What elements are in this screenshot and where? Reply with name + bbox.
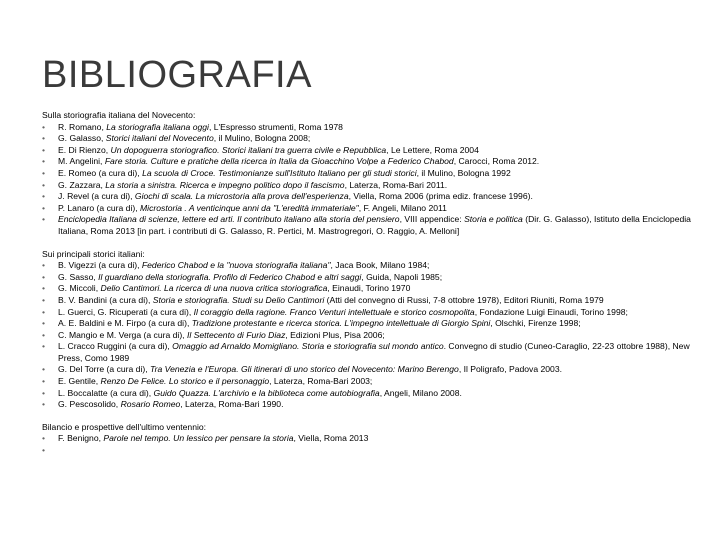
bullet-icon: • bbox=[42, 271, 46, 282]
reference-item bbox=[42, 180, 694, 192]
reference-text: (Atti del convegno di Russi, 7-8 ottobre 1978), Editori Riuniti, Roma 1979 bbox=[324, 294, 604, 305]
bullet-icon: • bbox=[42, 260, 46, 271]
reference-text: E. Di Rienzo, bbox=[58, 144, 111, 155]
reference-item bbox=[42, 145, 694, 157]
reference-title: Parole nel tempo. Un lessico per pensare la storia bbox=[103, 433, 294, 444]
bullet-icon: • bbox=[42, 133, 46, 144]
reference-title: Tradizione protestante e ricerca storica. L'impegno intellettuale di Giorgio Spini bbox=[191, 318, 491, 329]
reference-text: , Fondazione Luigi Einaudi, Torino 1998; bbox=[474, 306, 628, 317]
bibliography-body bbox=[42, 110, 694, 456]
reference-title: Enciclopedia Italiana di scienze, lettere ed arti. Il contributo italiano alla storia del pensiero bbox=[58, 214, 400, 225]
reference-text: C. Mangio e M. Verga (a cura di), bbox=[58, 329, 187, 340]
section-heading: Sulla storiografia italiana del Novecento: bbox=[42, 110, 196, 120]
bullet-icon: • bbox=[42, 144, 46, 155]
reference-text: E. Romeo (a cura di), bbox=[58, 167, 143, 178]
reference-list bbox=[42, 122, 694, 238]
reference-title: La storia a sinistra. Ricerca e impegno politico dopo il fascismo bbox=[105, 179, 345, 190]
reference-text: , Laterza, Roma-Bari 2003; bbox=[269, 376, 373, 387]
reference-text: , Le Lettere, Roma 2004 bbox=[386, 144, 479, 155]
reference-text: M. Angelini, bbox=[58, 156, 105, 167]
bullet-icon: • bbox=[42, 191, 46, 202]
bullet-icon: • bbox=[42, 306, 46, 317]
reference-text: B. V. Bandini (a cura di), bbox=[58, 294, 153, 305]
reference-item bbox=[42, 168, 694, 180]
reference-title: Storia e politica bbox=[464, 214, 523, 225]
reference-item bbox=[42, 156, 694, 168]
reference-text: J. Revel (a cura di), bbox=[58, 191, 135, 202]
page-title: BIBLIOGRAFIA bbox=[42, 54, 312, 96]
bullet-icon: • bbox=[42, 376, 46, 387]
reference-text: , Viella, Roma 2013 bbox=[293, 433, 369, 444]
reference-text: B. Vigezzi (a cura di), bbox=[58, 260, 142, 271]
reference-item bbox=[42, 388, 694, 400]
reference-text: G. Sasso, bbox=[58, 271, 99, 282]
reference-item bbox=[42, 214, 694, 237]
section-gap bbox=[42, 411, 694, 422]
reference-text: G. Pescosolido, bbox=[58, 399, 121, 410]
reference-text: P. Lanaro (a cura di), bbox=[58, 202, 141, 213]
reference-text: (Dir. G. Galasso), Istituto della Enciclopedia Italiana, Roma 2013 [in part. i contributi di G. Galasso, R. Pertici, M. Mastrogregori, O. Raggio, A. Melloni] bbox=[58, 214, 691, 236]
reference-text: , Edizioni Plus, Pisa 2006; bbox=[285, 329, 385, 340]
reference-text: , Einaudi, Torino 1970 bbox=[327, 283, 411, 294]
reference-title: Il coraggio della ragione. Franco Venturi intellettuale e storico cosmopolita bbox=[193, 306, 475, 317]
bullet-icon: • bbox=[42, 341, 46, 352]
section-heading: Bilancio e prospettive dell'ultimo ventennio: bbox=[42, 421, 207, 432]
bullet-icon: • bbox=[42, 179, 46, 190]
reference-item bbox=[42, 376, 694, 388]
reference-title: Microstoria . A venticinque anni da "L'eredità immateriale" bbox=[140, 202, 359, 213]
reference-title: Fare storia. Culture e pratiche della ricerca in Italia da Gioacchino Volpe a Federico Chabod bbox=[104, 156, 454, 167]
reference-text: , il Mulino, Bologna 2008; bbox=[213, 133, 311, 144]
reference-title: Rosario Romeo bbox=[120, 399, 181, 410]
bullet-icon: • bbox=[42, 387, 46, 398]
reference-title: Un dopoguerra storiografico. Storici italiani tra guerra civile e Repubblica bbox=[110, 144, 387, 155]
reference-item bbox=[42, 433, 694, 445]
reference-text: , Carocci, Roma 2012. bbox=[453, 156, 540, 167]
reference-text: G. Miccoli, bbox=[58, 283, 101, 294]
bullet-icon: • bbox=[42, 214, 46, 225]
bullet-icon: • bbox=[42, 121, 46, 132]
reference-item bbox=[42, 318, 694, 330]
reference-title: Omaggio ad Arnaldo Momigliano. Storia e storiografia sul mondo antico bbox=[172, 341, 444, 352]
reference-text: , VIII appendice: bbox=[399, 214, 465, 225]
reference-text: , Jaca Book, Milano 1984; bbox=[330, 260, 430, 271]
reference-item bbox=[42, 307, 694, 319]
bullet-icon: • bbox=[42, 294, 46, 305]
section-heading: Sui principali storici italiani: bbox=[42, 248, 145, 259]
reference-text: , Il Poligrafo, Padova 2003. bbox=[458, 364, 563, 375]
bullet-icon: • bbox=[42, 329, 46, 340]
reference-title: Storici italiani del Novecento bbox=[105, 133, 214, 144]
reference-text: E. Gentile, bbox=[58, 376, 101, 387]
reference-title: Federico Chabod e la "nuova storiografia italiana" bbox=[141, 260, 331, 271]
reference-text: , il Mulino, Bologna 1992 bbox=[416, 167, 511, 178]
reference-list bbox=[42, 433, 694, 456]
reference-title: La storiografia italiana oggi bbox=[106, 121, 209, 132]
reference-title: Tra Venezia e l'Europa. Gli itinerari di uno storico del Novecento: Marino Berengo bbox=[150, 364, 459, 375]
reference-title: Guido Quazza. L'archivio e la biblioteca come autobiografia bbox=[153, 387, 380, 398]
reference-text: , Laterza, Roma-Bari 2011. bbox=[344, 179, 448, 190]
reference-title: Delio Cantimori. La ricerca di una nuova critica storiografica bbox=[100, 283, 328, 294]
reference-text: , Viella, Roma 2006 (prima ediz. francese 1996). bbox=[348, 191, 533, 202]
bullet-icon: • bbox=[42, 283, 46, 294]
bullet-icon: • bbox=[42, 167, 46, 178]
bullet-icon: • bbox=[42, 364, 46, 375]
bullet-icon: • bbox=[42, 445, 46, 456]
reference-title: La scuola di Croce. Testimonianze sull'Istituto Italiano per gli studi storici bbox=[142, 167, 417, 178]
reference-text: F. Benigno, bbox=[58, 433, 104, 444]
reference-text: L. Boccalatte (a cura di), bbox=[58, 387, 154, 398]
reference-text: , Guida, Napoli 1985; bbox=[361, 271, 443, 282]
reference-text: G. Galasso, bbox=[58, 133, 106, 144]
reference-text: L. Cracco Ruggini (a cura di), bbox=[58, 341, 173, 352]
reference-item bbox=[42, 272, 694, 284]
reference-title: Il Settecento di Furio Diaz bbox=[186, 329, 286, 340]
reference-text: , L'Espresso strumenti, Roma 1978 bbox=[208, 121, 343, 132]
bullet-icon: • bbox=[42, 202, 46, 213]
bullet-icon: • bbox=[42, 318, 46, 329]
reference-item bbox=[42, 399, 694, 411]
reference-item bbox=[42, 341, 694, 364]
reference-text: , F. Angeli, Milano 2011 bbox=[358, 202, 447, 213]
reference-item bbox=[42, 133, 694, 145]
reference-title: Renzo De Felice. Lo storico e il personaggio bbox=[100, 376, 270, 387]
reference-text: R. Romano, bbox=[58, 121, 107, 132]
reference-title: Il guardiano della storiografia. Profilo di Federico Chabod e altri saggi bbox=[98, 271, 362, 282]
section-gap bbox=[42, 238, 694, 249]
bullet-icon: • bbox=[42, 399, 46, 410]
reference-title: Giochi di scala. La microstoria alla prova dell'esperienza bbox=[134, 191, 349, 202]
reference-item bbox=[42, 191, 694, 203]
reference-text: , Laterza, Roma-Bari 1990. bbox=[180, 399, 284, 410]
reference-item bbox=[42, 330, 694, 342]
reference-item bbox=[42, 122, 694, 134]
reference-item bbox=[42, 260, 694, 272]
bullet-icon: • bbox=[42, 433, 46, 444]
reference-text: G. Zazzara, bbox=[58, 179, 106, 190]
reference-title: Storia e storiografia. Studi su Delio Cantimori bbox=[152, 294, 325, 305]
reference-item bbox=[42, 364, 694, 376]
reference-item bbox=[42, 295, 694, 307]
reference-text: , Olschki, Firenze 1998; bbox=[490, 318, 581, 329]
reference-text: A. E. Baldini e M. Firpo (a cura di), bbox=[58, 318, 192, 329]
reference-text: G. Del Torre (a cura di), bbox=[58, 364, 151, 375]
reference-item bbox=[42, 203, 694, 215]
reference-text: . Convegno di studio (Cuneo-Caraglio, 22-23 ottobre 1988), New Press, Como 1989 bbox=[58, 341, 690, 363]
reference-list bbox=[42, 260, 694, 411]
bullet-icon: • bbox=[42, 156, 46, 167]
reference-item bbox=[42, 283, 694, 295]
reference-text: L. Guerci, G. Ricuperati (a cura di), bbox=[58, 306, 194, 317]
reference-text: , Angeli, Milano 2008. bbox=[379, 387, 462, 398]
